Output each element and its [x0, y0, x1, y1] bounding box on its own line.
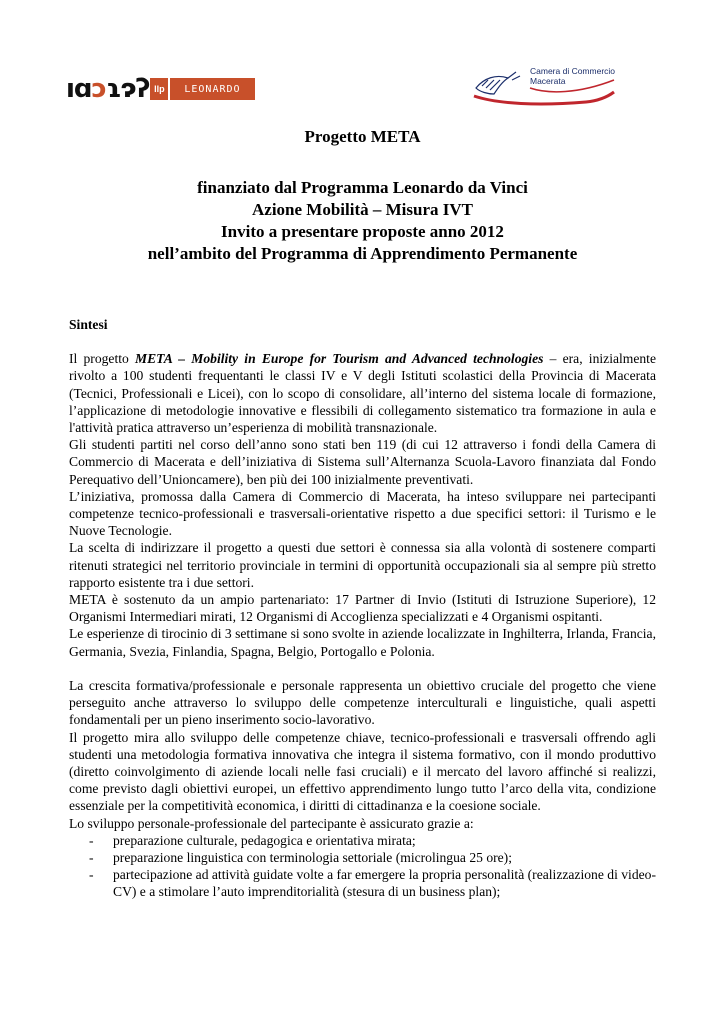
document-body: [69, 316, 656, 901]
logo-glyph: ɂ: [120, 74, 135, 104]
body-paragraph: META è sostenuto da un ampio partenariato: 17 Partner di Invio (Istituti di Istruzione Superiore), 12 Organismi Intermediari mirati, 12 Organismi di Accoglienza specializzati e 4 Organismi ospitanti.: [69, 592, 656, 625]
body-paragraph: La crescita formativa/professionale e personale rappresenta un obiettivo cruciale del progetto che viene perseguito anche attraverso lo sviluppo delle competenze interculturali e linguistiche, quali aspetti fondamentali per un pieno inserimento socio-lavorativo.: [69, 678, 656, 728]
llp-glyph-mark: [66, 76, 148, 102]
logo-glyph: ʔ: [135, 74, 149, 104]
llp-badge: llp: [150, 78, 168, 100]
subtitle-block: [0, 177, 725, 265]
subtitle-line: Azione Mobilità – Misura IVT: [252, 200, 473, 219]
project-name: META – Mobility in Europe for Tourism and Advanced technologies: [135, 351, 544, 367]
body-paragraph: Le esperienze di tirocinio di 3 settimane si sono svolte in aziende localizzate in Inghilterra, Irlanda, Francia, Germania, Svezia, Finlandia, Spagna, Belgio, Portogallo e Polonia.: [69, 626, 656, 659]
bullet-list: [69, 832, 656, 901]
subtitle-line: finanziato dal Programma Leonardo da Vinci: [197, 178, 528, 197]
body-paragraph: Lo sviluppo personale-professionale del partecipante è assicurato grazie a:: [69, 815, 474, 831]
paragraph-gap: [69, 660, 656, 677]
chamber-name: Camera di Commercio Macerata: [530, 66, 616, 86]
logo-glyph: ɿ: [105, 74, 120, 104]
list-item: - preparazione linguistica con terminologia settoriale (microlingua 25 ore);: [69, 849, 656, 866]
chamber-of-commerce-logo: [468, 58, 620, 110]
logo-glyph: ɑ: [73, 74, 91, 104]
logo-glyph: ı: [66, 74, 73, 104]
logo-glyph: ɔ: [91, 74, 105, 104]
intro-paragraph: Il progetto META – Mobility in Europe for Tourism and Advanced technologies – era, inizialmente rivolto a 100 studenti frequentanti le classi IV e V degli Istituti scolastici della Provincia di Macerata (Tecnici, Professionali e Licei), con lo scopo di consolidare, all’interno del sistema locale di formazione, l’applicazione di metodologie innovative e flessibili di collegamento sistematico tra formazione in aula e l'attività pratica attraverso un’esperienza di mobilità transnazionale.: [69, 351, 656, 436]
list-item: - partecipazione ad attività guidate volte a far emergere la propria personalità (realizzazione di video-CV) e a stimolare l’auto imprenditorialità (stesura di un business plan);: [69, 866, 656, 900]
leonardo-badge: LEONARDO: [170, 78, 254, 100]
body-paragraph: Gli studenti partiti nel corso dell’anno sono stati ben 119 (di cui 12 attraverso i fondi della Camera di Commercio di Macerata e dell’iniziativa di Sistema sull’Alternanza Scuola-Lavoro finanziata dal Fondo Perequativo dell’Unioncamere), ben più dei 100 inizialmente preventivati.: [69, 437, 656, 487]
subtitle-line: Invito a presentare proposte anno 2012: [221, 222, 504, 241]
body-paragraph: La scelta di indirizzare il progetto a questi due settori è connessa sia alla volontà di sostenere comparti ritenuti strategici nel territorio provinciale in termini di opportunità occupazionali sia al sempre più stretto rapporto esistente tra i due settori.: [69, 540, 656, 590]
list-item: - preparazione culturale, pedagogica e orientativa mirata;: [69, 832, 656, 849]
body-paragraph: L’iniziativa, promossa dalla Camera di Commercio di Macerata, ha inteso sviluppare nei partecipanti competenze tecnico-professionali e trasversali-orientative rispetto a due specifici settori: il Turismo e le Nuove Tecnologie.: [69, 488, 656, 539]
body-paragraph: Il progetto mira allo sviluppo delle competenze chiave, tecnico-professionali e trasversali offrendo agli studenti una metodologia formativa innovativa che integra il sistema formativo, con il mondo produttivo (diretto coinvolgimento di aziende locali nelle fasi cruciali) e il mercato del lavoro affinché si realizzi, come previsto dagli obiettivi europei, un effettivo apprendimento lungo tutto l’arco della vita, condizione essenziale per la competitività economica, i diritti di cittadinanza e la coesione sociale.: [69, 729, 656, 814]
section-heading: Sintesi: [69, 317, 108, 332]
subtitle-line: nell’ambito del Programma di Apprendimento Permanente: [147, 244, 578, 263]
leonardo-programme-logo: [66, 74, 255, 104]
page-title: Progetto META: [304, 127, 421, 146]
